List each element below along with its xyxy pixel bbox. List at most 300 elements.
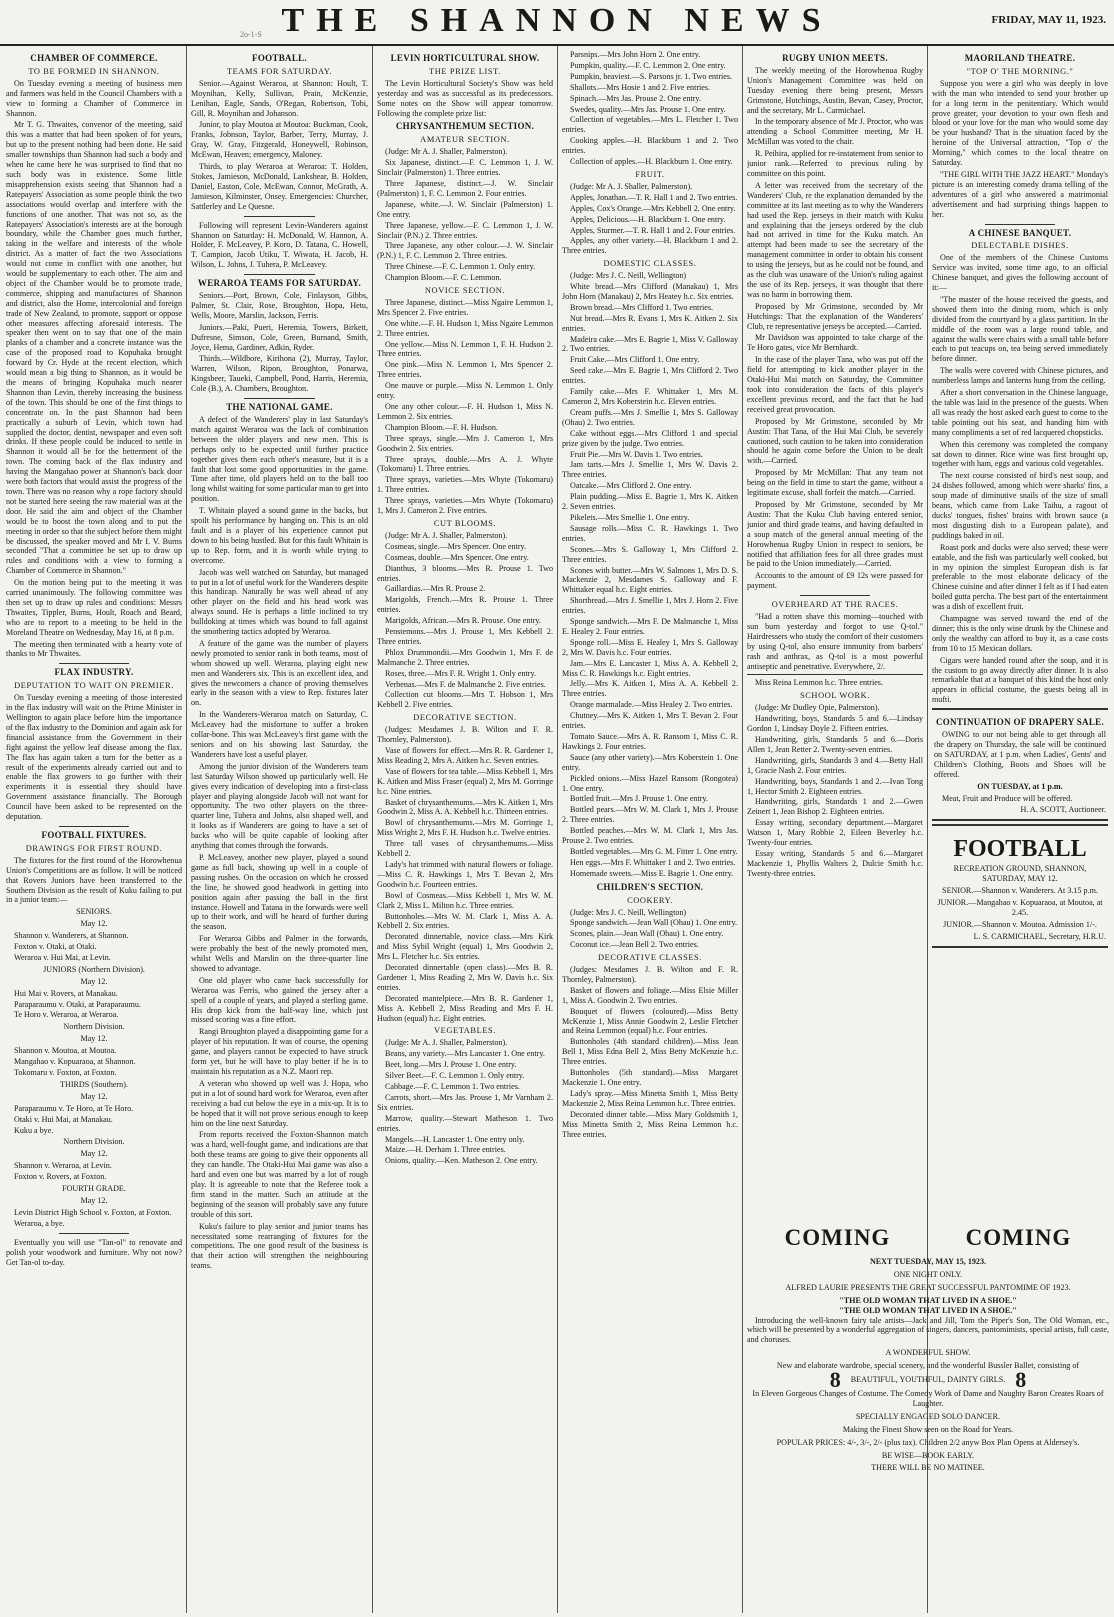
prize-entry: Buttonholes.—Mrs W. M. Clark 1, Miss A. A. Kebbell 2. Six entries. <box>377 911 553 931</box>
prize-entry: Cake without eggs.—Mrs Clifford 1 and special prize given by the judge. Two entries. <box>562 428 738 448</box>
prize-entry: Cream puffs.—Mrs J. Smellie 1, Mrs S. Galloway (Ohau) 2. Two entries. <box>562 407 738 427</box>
paragraph: R. Peihira, applied for re-instatement from senior to junior rank.—Referred to previous ruling by committee on this point. <box>747 149 923 178</box>
prize-entry: One pink.—Miss N. Lemmon 1, Mrs Spencer 2. Three entries. <box>377 360 553 380</box>
prize-entry: (Judge: Mr A. J. Shaller, Palmerston). <box>385 147 508 157</box>
prize-entry: Bowl of Cosmeas.—Miss Kebbell 1, Mrs W. M. Clark 2, Miss L. Milton h.c. Three entries. <box>377 890 553 910</box>
divider <box>59 1233 129 1234</box>
prize-entry: Penstemons.—Mrs J. Prouse 1, Mrs Kebbell 2. Three entries. <box>377 627 553 646</box>
prize-entry: Champion Bloom.—F. C. Lemmon. <box>385 273 502 283</box>
advert-text: SPECIALLY ENGAGED SOLO DANCER. <box>855 1411 1001 1421</box>
fixture-line: FOURTH GRADE. <box>62 1184 126 1194</box>
advert-text: BE WISE—BOOK EARLY. <box>881 1450 975 1460</box>
prize-entry: Jam tarts.—Mrs J. Smellie 1, Mrs W. Davis 2. Three entries. <box>562 460 738 480</box>
prize-entry: Fruit Pie.—Mrs W. Davis 1. Two entries. <box>570 449 703 459</box>
prize-entry: Handwriting, girls, Standards 3 and 4.—Betty Hall 1, Gracie Nash 2. Four entries. <box>747 755 923 775</box>
prize-entry: Handwriting, boys, Standards 1 and 2.—Ivan Tong 1, Hector Smith 2. Eighteen entries. <box>747 776 923 796</box>
paragraph: For Weraroa Gibbs and Palmer in the forwards, were probably the best of the newly promoted men, whilst Wells and Marslin on the three-quarter line showed to advantage. <box>191 934 368 973</box>
prize-entry: Phlox Drummondii.—Mrs Goodwin 1, Mrs F. de Malmanche 2. Three entries. <box>377 647 553 667</box>
show-date: NEXT TUESDAY, MAY 15, 1923. <box>869 1257 987 1266</box>
prize-list <box>377 725 553 1023</box>
fixture-line: May 12. <box>80 1149 108 1159</box>
headline-chamber-of-commerce: CHAMBER OF COMMERCE. <box>30 53 158 63</box>
number-eight: 8 <box>1015 1367 1027 1393</box>
prize-entry: Sponge roll.—Miss E. Healey 1, Mrs S. Galloway 2, Mrs W. Davis h.c. Four entries. <box>562 637 738 657</box>
paragraph: Juniors.—Paki, Pueri, Heremia, Towers, Birkett, Dufresne, Simson, Cole, Green, Burnand, Smith, Joyce, Hema, Gardiner, Adkin, Ryder. <box>191 322 368 352</box>
advert-text: Introducing the well-known fairy tale artists—Jack and Jill, Tom the Piper's Son, The Old Woman, etc., which will be presented by a wonderful aggregation of singers, dancers, pantomimists, special artists, full caste, and choruses. <box>747 1315 1109 1345</box>
headline-maoriland-theatre: MAORILAND THEATRE. <box>964 53 1076 63</box>
advert-text: SENIOR.—Shannon v. Wanderers. At 3.15 p.m. <box>942 886 1098 896</box>
prize-entry: Bottled fruit.—Mrs J. Prouse 1. One entry. <box>570 794 708 804</box>
prize-entry: Collection cut blooms.—Mrs T. Hobson 1, Mrs Kebbell 2. Five entries. <box>377 690 553 710</box>
prize-entry: Decorated dinnertable (open class).—Mrs B. R. Gardener 1, Miss Reading 2, Mrs W. Davis h.c. Six entries. <box>377 963 553 992</box>
subhead: SCHOOL WORK. <box>799 691 871 701</box>
prize-entry: Essay writing, Standards 5 and 6.—Margaret Mackenzie 1, Phyllis Walters 2, Dulcie Smith h.c. Twenty-three entries. <box>747 848 923 878</box>
prize-entry: Vase of flowers for effect.—Mrs R. R. Gardener 1, Miss Reading 2, Mrs A. Aitken h.c. Seven entries. <box>377 746 553 765</box>
prize-entry: Marigolds, French.—Mrs R. Prouse 1. Three entries. <box>377 595 553 615</box>
subhead: TO BE FORMED IN SHANNON. <box>28 66 160 76</box>
prize-entry: (Judge: Mr A. J. Shaller, Palmerston). <box>385 530 508 540</box>
prize-entry: Three sprays, single.—Mrs J. Cameron 1, Mrs Goodwin 2. Six entries. <box>377 433 553 453</box>
paragraph: Seniors.—Port, Brown, Cole, Finlayson, Gibbs, Palmer, St. Clair, Rose, Broughton, Hopa, Hetu, Wells, Moore, Marslin, Jackson, Ferris. <box>191 291 368 320</box>
prize-entry: Maize.—H. Derham 1. Three entries. <box>385 1145 506 1155</box>
paragraph: Proposed by Mr Grimstone, seconded by Mr Austin: That the Kuku Club having entered senior, junior and third grade teams, and having defaulted in a soup match of the general annual meeting of the Horowhenua Rugby Union in respect to seniors, be notified that affiliation fees for all three grades must be paid to the Union immediately.—Carried. <box>747 499 923 569</box>
show-title: "THE OLD WOMAN THAT LIVED IN A SHOE." <box>839 1305 1017 1315</box>
fixture-line: Northern Division. <box>63 1022 125 1032</box>
prices: POPULAR PRICES: 4/-, 3/-, 2/- (plus tax). Children 2/2 anyw Box Plan Opens at Aldersey's. <box>776 1437 1080 1447</box>
prize-entry: Plain pudding.—Miss E. Bagrie 1, Mrs K. Aitken 2. Seven entries. <box>562 492 738 512</box>
prize-entry: Three Japanese, distinct.—J. W. Sinclair (Palmerston) 1, F. C. Lemmon 2. Four entries. <box>377 178 553 198</box>
prize-entry: Sponge sandwich.—Mrs F. De Malmanche 1, Miss E. Healey 2. Four entries. <box>562 617 738 636</box>
prize-entry: Cooking apples.—H. Blackburn 1 and 2. Two entries. <box>562 136 738 156</box>
prize-entry: Japanese, white.—J. W. Sinclair (Palmerston) 1. One entry. <box>377 199 553 219</box>
subhead: DECORATIVE SECTION. <box>413 713 517 723</box>
prize-entry: Lady's spray.—Miss Minetta Smith 1, Miss Betty Mackenzie 2, Miss Reina Lemmon h.c. Three entries. <box>562 1088 738 1108</box>
prize-list <box>377 531 553 710</box>
advert-text: ON TUESDAY, at 1 p.m. <box>977 781 1063 791</box>
prize-entry: Swedes, quality.—Mrs Jas. Prouse 1. One entry. <box>570 104 726 114</box>
pantomime-advert <box>747 1225 1109 1476</box>
prize-entry: Bottled peaches.—Mrs W. M. Clark 1, Mrs Jas. Prouse 2. Two entries. <box>562 826 738 846</box>
prize-entry: Oatcake.—Mrs Clifford 2. One entry. <box>570 481 692 491</box>
paragraph: The fixtures for the first round of the Horowhenua Union's Competitions are as follow. It will be noticed that Rovers Juniors have been transferred to the Southern Division as the result of Kuku failing to put in a junior team:— <box>6 855 182 905</box>
show-title: "THE OLD WOMAN THAT LIVED IN A SHOE." <box>839 1295 1017 1305</box>
subhead: AMATEUR SECTION. <box>420 135 510 145</box>
prize-entry: Coconut ice.—Jean Bell 2. Two entries. <box>570 940 699 950</box>
prize-list <box>562 965 738 1139</box>
prize-entry: Pumpkin, heaviest.—S. Parsons jr. 1. Two entries. <box>570 71 733 81</box>
headline-football: FOOTBALL. <box>252 53 307 63</box>
column-5 <box>747 50 923 1217</box>
prize-entry: Three sprays, varieties.—Mrs Whyte (Tokomaru) 1, Mrs J. Cameron 2. Five entries. <box>377 496 553 516</box>
prize-entry: Marrow, quality.—Stewart Matheson 1. Two entries. <box>377 1113 553 1133</box>
subhead: DOMESTIC CLASSES. <box>603 259 697 269</box>
divider <box>985 224 1055 225</box>
divider <box>59 663 129 664</box>
fixture-line: May 12. <box>80 919 108 929</box>
prize-entry: Bottled pears.—Mrs W. M. Clark 1, Mrs J. Prouse 2. Three entries. <box>562 805 738 825</box>
prize-entry: Collection of vegetables.—Mrs L. Fletcher 1. Two entries. <box>562 115 738 135</box>
prize-entry: (Judges: Mesdames J. B. Wilton and F. R. Thornley, Palmerston). <box>562 965 738 984</box>
prize-entry: One yellow.—Miss N. Lemmon 1, F. H. Hudson 2. Three entries. <box>377 339 553 359</box>
prize-entry: Jam.—Mrs E. Lancaster 1, Miss A. A. Kebbell 2, Miss C. R. Hawkings h.c. Eight entries. <box>562 658 738 678</box>
advert-text: BEAUTIFUL, YOUTHFUL, DAINTY GIRLS. <box>850 1375 1006 1385</box>
paragraph: "THE GIRL WITH THE JAZZ HEART." Monday's picture is an interesting comedy drama telling of the adventures of a girl who answered a matrimonial advertisement and had surprising things happen to her. <box>932 169 1108 219</box>
one-night: ONE NIGHT ONLY. <box>893 1269 963 1279</box>
prize-entry: Apples, Jonathan.—T. R. Hall 1 and 2. Two entries. <box>570 192 738 202</box>
prize-entry: Essay writing, secondary department.—Margaret Watson 1, Mary Robbie 2, Eileen Beverley h.c. Twenty-four entries. <box>747 818 923 848</box>
prize-entry: Three sprays, varieties.—Mrs Whyte (Tokomaru) 1. Three entries. <box>377 475 553 495</box>
column-rule <box>186 46 187 1613</box>
number-eight: 8 <box>829 1367 841 1393</box>
paragraph: Rangi Broughton played a disappointing game for a player of his reputation. It was of course, the opening game, and players cannot be expected to have struck form yet, but he will have to play better if he is to maintain his reputation as a N.Z. Maori rep. <box>191 1027 368 1076</box>
fixture-line: Shannon v. Wanderers, at Shannon. <box>14 931 129 941</box>
subhead: "TOP O' THE MORNING." <box>966 66 1074 76</box>
prize-entry: Nut bread.—Mrs R. Evans 1, Mrs K. Aitken 2. Six entries. <box>562 313 738 333</box>
prize-entry: Bouquet of flowers (coloured).—Miss Betty McKenzie 1, Miss Annie Goodwin 2, Leslie Fletcher and Reina Lemmon (equal) h.c. Four entries. <box>562 1006 738 1036</box>
advert-text: JUNIOR.—Mangahao v. Kopuaraoa, at Moutoa, at 2.45. <box>937 898 1103 917</box>
advert-heading: CONTINUATION OF DRAPERY SALE. <box>935 717 1105 728</box>
page-mark: 2o-1-S <box>240 30 262 39</box>
girls-line <box>747 1367 1109 1393</box>
prize-entry: Handwriting, girls, Standards 1 and 2.—Gwen Zeinert 1, Jean Bishop 2. Eighteen entries. <box>747 797 923 817</box>
prize-entry: Sausage rolls.—Miss C. R. Hawkings 1. Two entries. <box>562 523 738 543</box>
prize-entry: Pickled onions.—Miss Hazel Ransom (Rongotea) 1. One entry. <box>562 773 738 793</box>
column-1 <box>6 50 182 1613</box>
paragraph: Junior, to play Moutoa at Moutoa: Buckman, Cook, Franks, Jobnson, Taylor, Barber, Terry, Murray, J. Gray, W. Gray, Fitzgerald, Honeywell, Robinson, McEwan, Heaven; emergency, Maloney. <box>191 120 368 160</box>
prize-entry: Six Japanese, distinct.—F. C. Lemmon 1, J. W. Sinclair (Palmerston) 1. Three entries. <box>377 158 553 178</box>
prize-entry: Three Japanese, distinct.—Miss Ngaire Lemmon 1, Mrs Spencer 2. Five entries. <box>377 297 553 317</box>
paragraph: Thirds.—Wildbore, Kirihona (2), Murray, Taylor, Warren, Wilson, Ripon, Broughton, Ponarwa, Kingsbeer, Taueki, Campbell, Pond, Harris, Heremia, Cole (B.), A. Chambers, Broughton. <box>191 354 368 394</box>
prize-entry: Sponge sandwich.—Jean Wall (Ohau) 1. One entry. <box>570 918 738 928</box>
paragraph: Proposed by Mr McMillan: That any team not being on the field in time to start the game, without a legitimate excuse, shall forfeit the match.—Carried. <box>747 468 923 498</box>
prize-entry: Three Japanese, any other colour.—J. W. Sinclair (P.N.) 1, F. C. Lemmon 2. Three entries. <box>377 241 553 261</box>
prize-entry: Bowl of chrysanthemums.—Mrs M. Gorringe 1, Miss Wright 2, Mrs F. H. Hudson h.c. Twelve entries. <box>377 818 553 838</box>
paragraph: In the Wanderers-Weraroa match on Saturday, C. McLeavey had the misfortune to suffer a broken collar-bone. This was McLeavey's first game with the seniors and on his showing last Saturday, the Wanderers have lost a useful player. <box>191 710 368 759</box>
paragraph: Champagne was served toward the end of the dinner; this is the only wine drunk by the Chinese and only the wealthy can afford to buy it, as a case costs from 10 to 15 Mexican dollars. <box>932 614 1108 653</box>
advert-text: A WONDERFUL SHOW. <box>885 1348 971 1358</box>
paragraph: Suppose you were a girl who was deeply in love with the man who intended to send your brother up for a long term in the penitentiary. Which would prove greater, your devotion to your own flesh and blood or your love for the man who would some day be your husband? That is the situation faced by the heroine of the Universal attraction, "Top o' the Morning," which comes to the local theatre on Saturday. <box>932 78 1108 168</box>
column-4 <box>562 50 738 1613</box>
prize-entry: Sauce (any other variety).—Mrs Koberstein 1. One entry. <box>562 752 738 772</box>
column-rule <box>557 46 558 1613</box>
paragraph: A letter was received from the secretary of the Wanderers' Club, re the explanation demanded by the committee at its last meeting as to why the Wanderers had used the Rep. jerseys in their match with Kuku and explaining that the jerseys ordered by the club had not arrived in time for the Kuku match. An attempt had been made to see the secretary of the management committee in order to obtain his consent to using the jerseys, but as he could not be found, and as the club was unaware of the Union's ruling against the use of its Rep. jerseys, it was thought that there was no harm in borrowing them. <box>747 180 923 299</box>
fixture-line: Shannon v. Moutoa, at Moutoa. <box>14 1046 117 1056</box>
fixture-line: Otaki v. Hui Mai, at Manakau. <box>14 1114 113 1124</box>
headline-rugby-union: RUGBY UNION MEETS. <box>782 53 888 63</box>
paragraph: The weekly meeting of the Horowhenua Rugby Union's Management Committee was held on Tuesday evening there being present, Messrs Grimstone, Hutchings, Austin, Bevan, Casey, Proctor, and the secretary, Mr L. Carmichael. <box>747 65 923 115</box>
paragraph: "The master of the house received the guests, and showed them into the dining room, which is only divided from the courtyard by a glass partition. In the middle of the room was a large round table, and against the walls were chairs with a small table before each to put teacups on, tea being served immediately before dinner. <box>932 294 1108 364</box>
prize-entry: Apples, Sturmer.—T. R. Hall 1 and 2. Four entries. <box>570 225 736 235</box>
prize-entry: Pumpkin, quality.—F. C. Lemmon 2. One entry. <box>570 60 726 70</box>
fixture-line: May 12. <box>80 1195 108 1205</box>
subhead: DELECTABLE DISHES. <box>971 241 1069 251</box>
prize-entry: Collection of apples.—H. Blackburn 1. One entry. <box>570 157 733 167</box>
prize-entry: Handwriting, boys, Standards 5 and 6.—Lindsay Gordon 1, Lindsay Doyle 2. Fifteen entries. <box>747 714 923 734</box>
prize-entry: One mauve or purple.—Miss N. Lemmon 1. Only entry. <box>377 381 553 401</box>
prize-entry: Buttonholes (5th standard).—Miss Margaret Mackenzie 1. One entry. <box>562 1068 738 1087</box>
prize-entry: Apples, Delicious.—H. Blackburn 1. One entry. <box>570 214 726 224</box>
prize-entry: (Judge: Mr A. J. Shaller, Palmerston). <box>570 181 693 191</box>
paragraph: In the temporary absence of Mr J. Proctor, who was attending a School Committee meeting, Mr H. McMillan was voted to the chair. <box>747 117 923 147</box>
advert-text: Making the Finest Show seen on the Road for Years. <box>842 1424 1014 1434</box>
fixture-line: Mangahao v. Kopuaraoa, at Shannon. <box>14 1057 136 1067</box>
prize-entry: Bottled vegetables.—Mrs G. M. Fitter 1. One entry. <box>570 846 738 856</box>
paragraph: In the case of the player Tana, who was put off the field for attempting to kick another player in the Otaki-Hui Mai match on Saturday, the Committee took into consideration the facts of this player's excellent previous record, and the fact that he had received great provocation. <box>747 355 923 414</box>
section-heading: CHILDREN'S SECTION. <box>596 881 704 892</box>
divider <box>244 274 315 275</box>
fixture-line: Kuku a bye. <box>14 1125 54 1135</box>
column-3 <box>377 50 553 1613</box>
advert-text: RECREATION GROUND, SHANNON, SATURDAY, MAY 12. <box>953 864 1087 884</box>
paragraph: On Tuesday evening a meeting of those interested in the flax industry will wait on the Prime Minister in Wellington to again place before him the importance of the flax industry to the Dominion and again ask for financial assistance from the Government in their fight against the yellow leaf disease among the flax. The flax has again taken a turn for the better as a result of the experiments already carried out and to enable the flax growers to go further with their experiments it is essential they should have Government assistance financially. The Borough Council have been asked to be represented on the deputation. <box>6 693 182 822</box>
subhead: DECORATIVE CLASSES. <box>598 953 702 963</box>
paragraph: Mr Davidson was appointed to take charge of the Te Horo gates, vice Mr Bernhardt. <box>747 333 923 353</box>
subhead: DRAWINGS FOR FIRST ROUND. <box>25 843 163 853</box>
prize-entry: Vase of flowers for tea table.—Miss Kebbell 1, Mrs K. Aitken and Miss Fraser (equal) 2, Mrs M. Gorringe h.c. Nine entries. <box>377 766 553 796</box>
prize-entry: Handwriting, girls, Standards 5 and 6.—Doris Allen 1, Jean Retter 2. Twenty-seven entries. <box>747 735 923 754</box>
prize-entry: One any other colour.—F. H. Hudson 1, Miss N. Lemmon 2. Six entries. <box>377 402 553 421</box>
subhead: CUT BLOOMS. <box>433 518 497 528</box>
prize-list <box>747 703 923 878</box>
headline-national-game: THE NATIONAL GAME. <box>226 402 333 413</box>
fixture-line: Paraparaumu v. Te Horo, at Te Horo. <box>14 1103 134 1113</box>
prize-entry: (Judge: Mrs J. C. Neill, Wellington) <box>570 271 687 281</box>
fixture-line: Tokomaru v. Foxton, at Foxton. <box>14 1068 117 1077</box>
subhead: NOVICE SECTION. <box>424 286 506 296</box>
prize-entry: Carrots, short.—Mrs Jas. Prouse 1, Mr Varnham 2. Six entries. <box>377 1092 553 1112</box>
prize-entry: Apples, any other variety.—H. Blackburn 1 and 2. Three entries. <box>562 236 738 256</box>
masthead <box>0 0 1114 46</box>
prize-entry: Basket of flowers and foliage.—Miss Elsie Miller 1, Miss A. Goodwin 2. Two entries. <box>562 985 738 1005</box>
prize-entry: Cabbage.—F. C. Lemmon 1. Two entries. <box>385 1082 520 1091</box>
prize-entry: (Judge: Mr Dudley Opie, Palmerston). <box>755 703 880 713</box>
prize-entry: Apples, Cox's Orange.—Mrs Kebbell 2. One entry. <box>570 203 736 213</box>
fixtures-list <box>6 907 182 1228</box>
advert-text: In Eleven Gorgeous Changes of Costume. The Comedy Work of Dame and Naughty Baron Creates Roars of Laughter. <box>752 1388 1104 1408</box>
prize-list <box>562 50 738 167</box>
prize-entry: Roses, three.—Mrs F. R. Wright 1. Only entry. <box>385 668 536 678</box>
coming-heading <box>747 1225 1109 1251</box>
paragraph: A veteran who showed up well was J. Hopa, who put in a lot of sound hard work for Weraroa, even after receiving a bad cut below the eye in a mix-up. It is to be hoped that it will not prove serious enough to keep him on the line next Saturday. <box>191 1078 368 1128</box>
divider <box>59 826 129 827</box>
paragraph: Thirds, to play Weraroa at Weraroa: T. Holden, Stokes, Jamieson, McDonald, Lankshear, B. Holden, Daniel, Easton, Cole, McEwan, Connor, McGrath, A. Jamieson, Kilminster, Onsey. Emergencies: Churcher, Sattlerley and Le Quesne. <box>191 162 368 211</box>
prize-entry: Beet, long.—Mrs J. Prouse 1. One entry. <box>385 1060 517 1070</box>
prize-entry: Tomato Sauce.—Mrs A. R. Ransom 1, Miss C. R. Hawkings 2. Four entries. <box>562 732 738 751</box>
paragraph: On the motion being put to the meeting it was carried unanimously. The following committee was then set up to draw up rules and conditions: Messrs Thwaites, Tippler, Burns, Hoult, Roach and Beard, who are to report to a meeting to be held in the Moreland Theatre on Wednesday, May 16, at 8 p.m. <box>6 578 182 637</box>
prize-entry: Buttonholes (4th standard children).—Miss Jean Bell 1, Miss Edna Bell 2, Miss Betty McKenzie h.c. Three entries. <box>562 1037 738 1067</box>
advert-text: JUNIOR.—Shannon v. Moutoa. Admission 1/-. <box>943 919 1097 929</box>
subhead: THE PRIZE LIST. <box>429 66 501 76</box>
prize-entry: Three Chinese.—F. C. Lemmon 1. Only entry. <box>385 262 536 272</box>
prize-entry: Decorated mantelpiece.—Mrs B. R. Gardener 1, Miss A. Kebbell 2, Miss Reading and Mrs F. H. Hudson (equal) h.c. Eight entries. <box>377 993 553 1023</box>
headline-chinese-banquet: A CHINESE BANQUET. <box>968 227 1072 238</box>
issue-date: FRIDAY, MAY 11, 1923. <box>991 14 1106 26</box>
advert-tan-ol: Eventually you will use "Tan-ol" to renovate and polish your woodwork and furniture. Why not now? Get Tan-ol to-day. <box>6 1237 182 1267</box>
newspaper-title: THE SHANNON NEWS <box>281 2 833 39</box>
prize-entry: Three tall vases of chrysanthemums.—Miss Kebbell 2. <box>377 839 553 859</box>
paragraph: From reports received the Foxton-Shannon match was a hard, well-fought game, and indications are that both these teams are going to give their opponents all they can handle. The Otaki-Hui Mai game was also a hard and even one but was marred by a lot of rough play. It is agreeable to note that the Referee took a firm stand in the matter. Such an attitude at the beginning of the season will probably save any future trouble of this sort. <box>191 1130 368 1219</box>
prize-entry: Seed cake.—Mrs E. Bagrie 1, Mrs Clifford 2. Two entries. <box>562 366 738 386</box>
prize-entry: Shortbread.—Mrs J. Smellie 1, Mrs J. Horn 2. Five entries. <box>562 596 738 616</box>
prize-entry: Orange marmalade.—Miss Healey 2. Two entries. <box>570 700 733 710</box>
prize-entry: Dianthus, 3 blooms.—Mrs R. Prouse 1. Two entries. <box>377 563 553 583</box>
fixture-line: Northern Division. <box>63 1137 125 1147</box>
column-rule <box>372 46 373 1613</box>
fixture-line: Weraroa v. Hui Mai, at Levin. <box>14 952 111 962</box>
advert-title: FOOTBALL <box>953 836 1087 863</box>
fixture-line: May 12. <box>80 1091 108 1101</box>
prize-entry: Family cake.—Mrs F. Whittaker 1, Mrs M. Cameron 2, Mrs Koberstein h.c. Eleven entries. <box>562 387 738 406</box>
football-advert <box>932 824 1108 947</box>
prize-entry: Silver Beet.—F. C. Lemmon 1. Only entry. <box>385 1071 525 1081</box>
fixture-line: Shannon v. Weraroa, at Levin. <box>14 1161 112 1171</box>
column-6 <box>932 50 1108 1217</box>
secretary-signature: L. S. CARMICHAEL, Secretary, H.R.U. <box>973 931 1106 941</box>
prize-entry: (Judge: Mr A. J. Shaller, Palmerston). <box>385 1038 508 1048</box>
prize-entry: Scones.—Mrs S. Galloway 1, Mrs Clifford 2. Three entries. <box>562 544 738 564</box>
fixture-line: THIRDS (Southern). <box>60 1079 128 1089</box>
prize-entry: Onions, quality.—Ken. Matheson 2. One entry. <box>385 1156 538 1166</box>
prize-entry: Gaillardias.—Mrs R. Prouse 2. <box>385 584 486 594</box>
section-heading: CHRYSANTHEMUM SECTION. <box>395 121 535 132</box>
prize-list <box>377 298 553 516</box>
headline-overheard: OVERHEARD AT THE RACES. <box>771 600 899 610</box>
prize-entry: Marigolds, African.—Mrs R. Prouse. One entry. <box>385 616 541 626</box>
paragraph: On Tuesday evening a meeting of business men and farmers was held in the Council Chambers with a view to forming a Chamber of Commerce in Shannon. <box>6 78 182 118</box>
paragraph: A defect of the Wanderers' play in last Saturday's match against Weraroa was the lack of combination between the older players and new men. This is perhaps only to be expected until further practice together gives them each other's measure, but it is a fault that lost some good opportunities in the game. Time after time, old players held on to the ball too long whilst waiting for some particular man to get into position. <box>191 415 368 504</box>
prize-entry: (Judge: Mrs J. C. Neill, Wellington) <box>570 907 687 917</box>
prize-entry: Homemade sweets.—Miss E. Bagrie 1. One entry. <box>570 868 734 878</box>
subhead: TEAMS FOR SATURDAY. <box>226 66 333 76</box>
prize-entry: Madeira cake.—Mrs E. Bagrie 1, Miss V. Galloway 2. Two entries. <box>562 334 738 354</box>
coming-right: COMING <box>965 1225 1072 1250</box>
headline-weraroa-teams: WERAROA TEAMS FOR SATURDAY. <box>197 278 362 289</box>
prize-entry: (Judges: Mesdames J. B. Wilton and F. R. Thornley, Palmerston). <box>377 725 553 745</box>
divider <box>800 595 870 596</box>
fixture-line: Foxton v. Otaki, at Otaki. <box>14 942 97 952</box>
paragraph: A feature of the game was the number of players newly promoted to senior rank in both teams, most of whom showed up well. Weraroa, playing eight new men and Wanderers six. This is an excellent idea, and gives the newcomers a chance of proving themselves early in the season with a view to Rep. fixtures later on. <box>191 638 368 708</box>
paragraph: Mr T. G. Thwaites, convenor of the meeting, said this was a matter that had been spoken of for years, but up to the present nothing had been done. He said smaller townships than Shannon had such a body and when he came here he was surprised to find that no such body was in existence. Some little misapprehension exists seeing that Shannon had a Ratepayers' Association as some people think the two associations would overlap and interfere with the functions of one another. That was not so, as the Ratepayers' Association's interests are at the borough boundary, while the Chamber goes much further, taking in the welfare and interests of the whole district. As a matter of fact the two Associations would not come in conflict with one another, but would be supplementary to each other. The aim and object of the Chamber would be to promote trade, commerce, shipping and manufactures of Shannon and district, also the Home, intercolonial and foreign trade of New Zealand, to promote, support or oppose other measures affecting aforesaid interests. The speaker then went on to say that one of the main planks of a chamber and a concrete instance was the case of the proposed road to Kopuhaka brought forward by Cr. Hyde at the recent election, which would mean a big thing to Shannon, as it would be the means of bringing Kopuhaka much nearer Shannon than Levin, thereby increasing the business of the town. This should be one of the first things to concentrate on. In the past Shannon had been practically a suburb of Levin, which town had supplied the doctor, dentist, newspaper and even soft drinks. If these people could be induced to settle in Shannon it would all be for the betterment of the town. The coming back of the flax industry and having the Mangahao power at Shannon's back door were both factors that would assist the progress of the town. There was no reason why a rope factory should not be started here seeing the raw material was at the door. He said the aim and object of the Chamber would be to boost the town along and to put the meeting in order so that the subject before them might be discussed, the speaker moved and Mr I. V. Burns seconded "That a committee be set up to draw up rules and conditions with a view to forming a Chamber of Commerce in Shannon." <box>6 120 182 576</box>
prize-list <box>562 182 738 256</box>
presenter: ALFRED LAURIE PRESENTS THE GREAT SUCCESSFUL PANTOMIME OF 1923. <box>785 1282 1071 1292</box>
prize-entry: Parsnips.—Mrs John Horn 2. One entry. <box>570 50 701 59</box>
fixture-line: Foxton v. Rovers, at Foxton. <box>14 1172 107 1182</box>
subhead: VEGETABLES. <box>434 1026 496 1036</box>
paragraph: Cigars were handed round after the soup, and it is the custom to go away directly after dinner. It is also remarkable that at a banquet of this kind the host only appears in official costume, the guests being all in mufti. <box>932 655 1108 705</box>
prize-entry: Three sprays, double.—Mrs A. J. Whyte (Tokomaru) 1. Three entries. <box>377 454 553 474</box>
fixture-line: Levin District High School v. Foxton, at Foxton. <box>14 1207 172 1217</box>
prize-entry: Scones with butter.—Mrs W. Salmons 1, Mrs D. S. Mackenzie 2, Mesdames S. Galloway and F. Whittaker equal h.c. Eight entries. <box>562 565 738 595</box>
prize-entry: Mangels.—H. Lancaster 1. One entry only. <box>385 1134 525 1144</box>
fixture-line: Paraparaumu v. Otaki, at Paraparaumu. <box>14 999 141 1009</box>
prize-entry: Shallots.—Mrs Hosie 1 and 2. Five entries. <box>570 82 711 92</box>
prize-entry: Chutney.—Mrs K. Aitken 1, Mrs T. Bevan 2. Four entries. <box>562 711 738 731</box>
drapery-sale-advert <box>932 708 1108 821</box>
paragraph: P. McLeavey, another new player, played a sound game as full back, showing up well in a couple of passing rushes. On the occasion on which he crossed the line, he showed good headwork in getting into position again after passing the ball in the first instance. Howell and Tatana in the forwards were well up to their work, and will be heard of further during the season. <box>191 852 368 932</box>
fixture-line: SENIORS. <box>76 907 112 917</box>
paragraph: Miss Reina Lemmon h.c. Three entries. <box>755 678 883 688</box>
paragraph: Proposed by Mr Grimstone, seconded by Mr Hutchings: That the explanation of the Wanderers' Club, re representative jerseys be accepted.—Carried. <box>747 301 923 331</box>
column-rule <box>742 46 743 1613</box>
paragraph: The Levin Horticultural Society's Show was held yesterday and was as successful as its predecessors. Some notes on the Show will appear tomorrow. Following the complete prize list: <box>377 78 553 118</box>
auctioneer-signature: H. A. SCOTT, Auctioneer. <box>1020 805 1106 815</box>
paragraph: The meeting then terminated with a hearty vote of thanks to Mr Thwaites. <box>6 639 182 659</box>
prize-entry: Basket of chrysanthemums.—Mrs K. Aitken 1, Mrs Goodwin 2, Miss A. A. Kebbell h.c. Thirteen entries. <box>377 797 553 817</box>
paragraph: One old player who came back successfully for Weraroa was Ferris, who gained the jersey after a spell of a couple of years, and played a sterling game. His drop kick from the half-way line, which just missed scoring was a fine effort. <box>191 975 368 1025</box>
paragraph: Senior.—Against Weraroa, at Shannon: Hoult, T. Moynihan, Kelly, Sullivan, Prain, McKenzie, Lenihan, Eagle, Sands, O'Regan, Robertson, Tobi, Gill, R. Moynihan and Johanson. <box>191 78 368 118</box>
prize-entry: Cosmeas, single.—Mrs Spencer. One entry. <box>385 541 527 551</box>
prize-entry: Lady's hat trimmed with natural flowers or foliage.—Miss C. R. Hawkings 1, Mrs T. Bevan 2, Mrs Goodwin h.c. Fourteen entries. <box>377 859 553 889</box>
advert-text: Meat, Fruit and Produce will be offered. <box>942 793 1073 803</box>
prize-list <box>562 271 738 879</box>
subhead: FRUIT. <box>635 169 665 179</box>
paragraph: After a short conversation in the Chinese language, the table was laid in the presence of the guests. When all was ready the host asked each guest to come to the table pointing out his seat, and handing him with many compliments a set of red lacquered chopsticks. <box>932 388 1108 437</box>
coming-left: COMING <box>784 1225 891 1250</box>
fixture-line: May 12. <box>80 1034 108 1044</box>
advert-text: OWING to our not being able to get through all the drapery on Thursday, the sale will be continued on SATURDAY, at 1 p.m. when Ladies', Gents' and Children's Clothing, Boots and Shoes will be offered. <box>934 730 1106 779</box>
prize-entry: Brown bread.—Mrs Clifford 1. Two entries. <box>570 302 714 312</box>
prize-entry: Beans, any variety.—Mrs Lancaster 1. One entry. <box>385 1049 545 1059</box>
prize-entry: Decorated dinnertable, novice class.—Mrs Kirk and Miss Sybil Wright (equal) 1, Mrs Goodwin 2, Mrs L. Fletcher h.c. Six entries. <box>377 932 553 962</box>
paragraph: Kuku's failure to play senior and junior teams has necessitated some rearranging of fixtures for the competitions. The one good result of the business is that their action will strengthen the neighbouring teams. <box>191 1221 368 1271</box>
paragraph: The walls were covered with Chinese pictures, and numberless lamps and lanterns hung from the ceiling. <box>932 366 1108 386</box>
paragraph: The next course consisted of bird's nest soup, and 24 dishes followed, among which were sharks' fins, a soup made of diminutive snails of the size of small beans, which came from Lake Taihu, a ragout of ducks' tongues, fishes' brains with brown sauce (a most disgusting dish to a European palate), and puddings baked in oil. <box>932 471 1108 540</box>
paragraph: Roast pork and ducks were also served; these were eatable, and the fish was particularly well cooked, but in my opinion the simplest European dish is far preferable to the most elaborate delicacy of the Chinese cuisine and after dinner I felt as if I had eaten boiled gutta percha. The best part of the entertainment was a dish of excellent fruit. <box>932 542 1108 612</box>
paragraph: Following will represent Levin-Wanderers against Shannon on Saturday: H. McDonald, W. Hannon, A. Holder, F. McLeavey, P. Koro, D. Tatana, C. Howell, T. Campion, Jacob Utiku, T. Wiwata, H. Jacob, H. Wilson, L. Johns, J. Tuhera, P. McLeavey. <box>191 220 368 270</box>
fixture-line: JUNIORS (Northern Division). <box>43 964 145 974</box>
paragraph: Proposed by Mr Grimstone, seconded by Mr Austin: That Tana, of the Hui Mai Club, be severely cautioned, such caution to be taken into consideration should he again come before the Union to be dealt with.—Carried. <box>747 416 923 466</box>
prize-entry: One white.—F. H. Hudson 1, Miss Ngaire Lemmon 2. Three entries. <box>377 318 553 338</box>
paragraph: Accounts to the amount of £9 12s were passed for payment. <box>747 571 923 591</box>
paragraph: One of the members of the Chinese Customs Service was invited, some time ago, to an official Chinese banquet, and gives the following account of it:— <box>932 253 1108 293</box>
paragraph: T. Whitain played a sound game in the backs, but spoilt his performance by hanging on. This is an old fault and is a player of his experience cannot put down to his being hustled. But for this fault Whitain is up to Rep. form, and it is worth while trying to overcome. <box>191 506 368 565</box>
prize-entry: Hen eggs.—Mrs F. Whittaker 1 and 2. Two entries. <box>570 857 736 867</box>
prize-entry: Verbenas.—Mrs F. de Malmanche 2. Five entries. <box>385 679 546 689</box>
headline-horticultural-show: LEVIN HORTICULTURAL SHOW. <box>390 53 540 63</box>
headline-football-fixtures: FOOTBALL FIXTURES. <box>41 829 147 840</box>
fixture-line: Te Horo v. Weraroa, at Weraroa. <box>14 1010 119 1020</box>
prize-entry: Champion Bloom.—F. H. Hudson. <box>385 422 498 432</box>
fixture-line: Weraroa, a bye. <box>14 1218 65 1228</box>
prize-entry: Jelly.—Mrs K. Aitken 1, Miss A. A. Kebbell 2. Three entries. <box>562 679 738 699</box>
prize-entry: Decorated dinner table.—Miss Mary Goldsmith 1, Miss Minetta Smith 2, Miss Reina Lemmon h.c. Three entries. <box>562 1109 738 1139</box>
advert-text: THERE WILL BE NO MATINEE. <box>871 1463 985 1473</box>
prize-list <box>377 1038 553 1166</box>
advert-text: New and elaborate wardrobe, special scenery, and the wonderful Bussler Ballet, consisting of <box>776 1361 1080 1371</box>
headline-flax-industry: FLAX INDUSTRY. <box>54 667 134 678</box>
paragraph: Among the junior division of the Wanderers team last Saturday Wilson showed up particularly well. He gives every indication of developing into a first-class player and playing alongside Jacob will not want for opportunity. The two other players on the three-quarter line, Tuhera and Johns, also shaped well, and it looks as if Wanderers are going to have a set of backs who will be quite capable of looking after anything that comes through the forwards. <box>191 761 368 851</box>
prize-entry: Pikelets.—Mrs Smellie 1. One entry. <box>570 512 690 522</box>
subhead: DEPUTATION TO WAIT ON PREMIER. <box>14 681 174 691</box>
subhead: COOKERY. <box>627 895 673 905</box>
prize-entry: Cosmeas, double.—Mrs Spencer. One entry. <box>385 552 529 562</box>
advert-q-tol: "Had a rotten shave this morning—touched with sun burn yesterday and forgot to use Q-tol." Hairdressers who study the comfort of their customers by using Q-tol, also ensure immunity from barbers' rash and anthrax, as Q-tol is a most powerful antiseptic and penetrative. Everywhere, 2/. <box>747 612 923 671</box>
prize-entry: White bread.—Mrs Clifford (Manakau) 1, Mrs John Horn (Manakau) 2, Mrs Heatey h.c. Six entries. <box>562 282 738 301</box>
paragraph: Jacob was well watched on Saturday, but managed to put in a lot of useful work for the Wanderers despite this handicap. Naturally he was well ahead of any other player on the field and his head work was always sound. He is perhaps a little inclined to try bulldoking at times which was bound to fall against the smothering tactics adopted by Weraroa. <box>191 567 368 637</box>
column-2 <box>191 50 368 1613</box>
prize-entry: Scones, plain.—Jean Wall (Ohau) 1. One entry. <box>570 929 724 939</box>
fixture-line: Hui Mai v. Rovers, at Manakau. <box>14 988 118 998</box>
prize-entry: Three Japanese, yellow.—F. C. Lemmon 1, J. W. Sinclair (P.N.) 2. Three entries. <box>377 220 553 240</box>
divider <box>244 216 315 217</box>
fixture-line: May 12. <box>80 976 108 986</box>
prize-list <box>562 908 738 951</box>
prize-entry: Spinach.—Mrs Jas. Prouse 2. One entry. <box>570 93 701 103</box>
paragraph: When this ceremony was completed the company sat down to dinner. Rice wine was first brought up, together with ham, eggs and various cold vegetables. <box>932 439 1108 469</box>
divider <box>244 398 315 399</box>
prize-list <box>377 147 553 283</box>
divider <box>747 674 923 675</box>
